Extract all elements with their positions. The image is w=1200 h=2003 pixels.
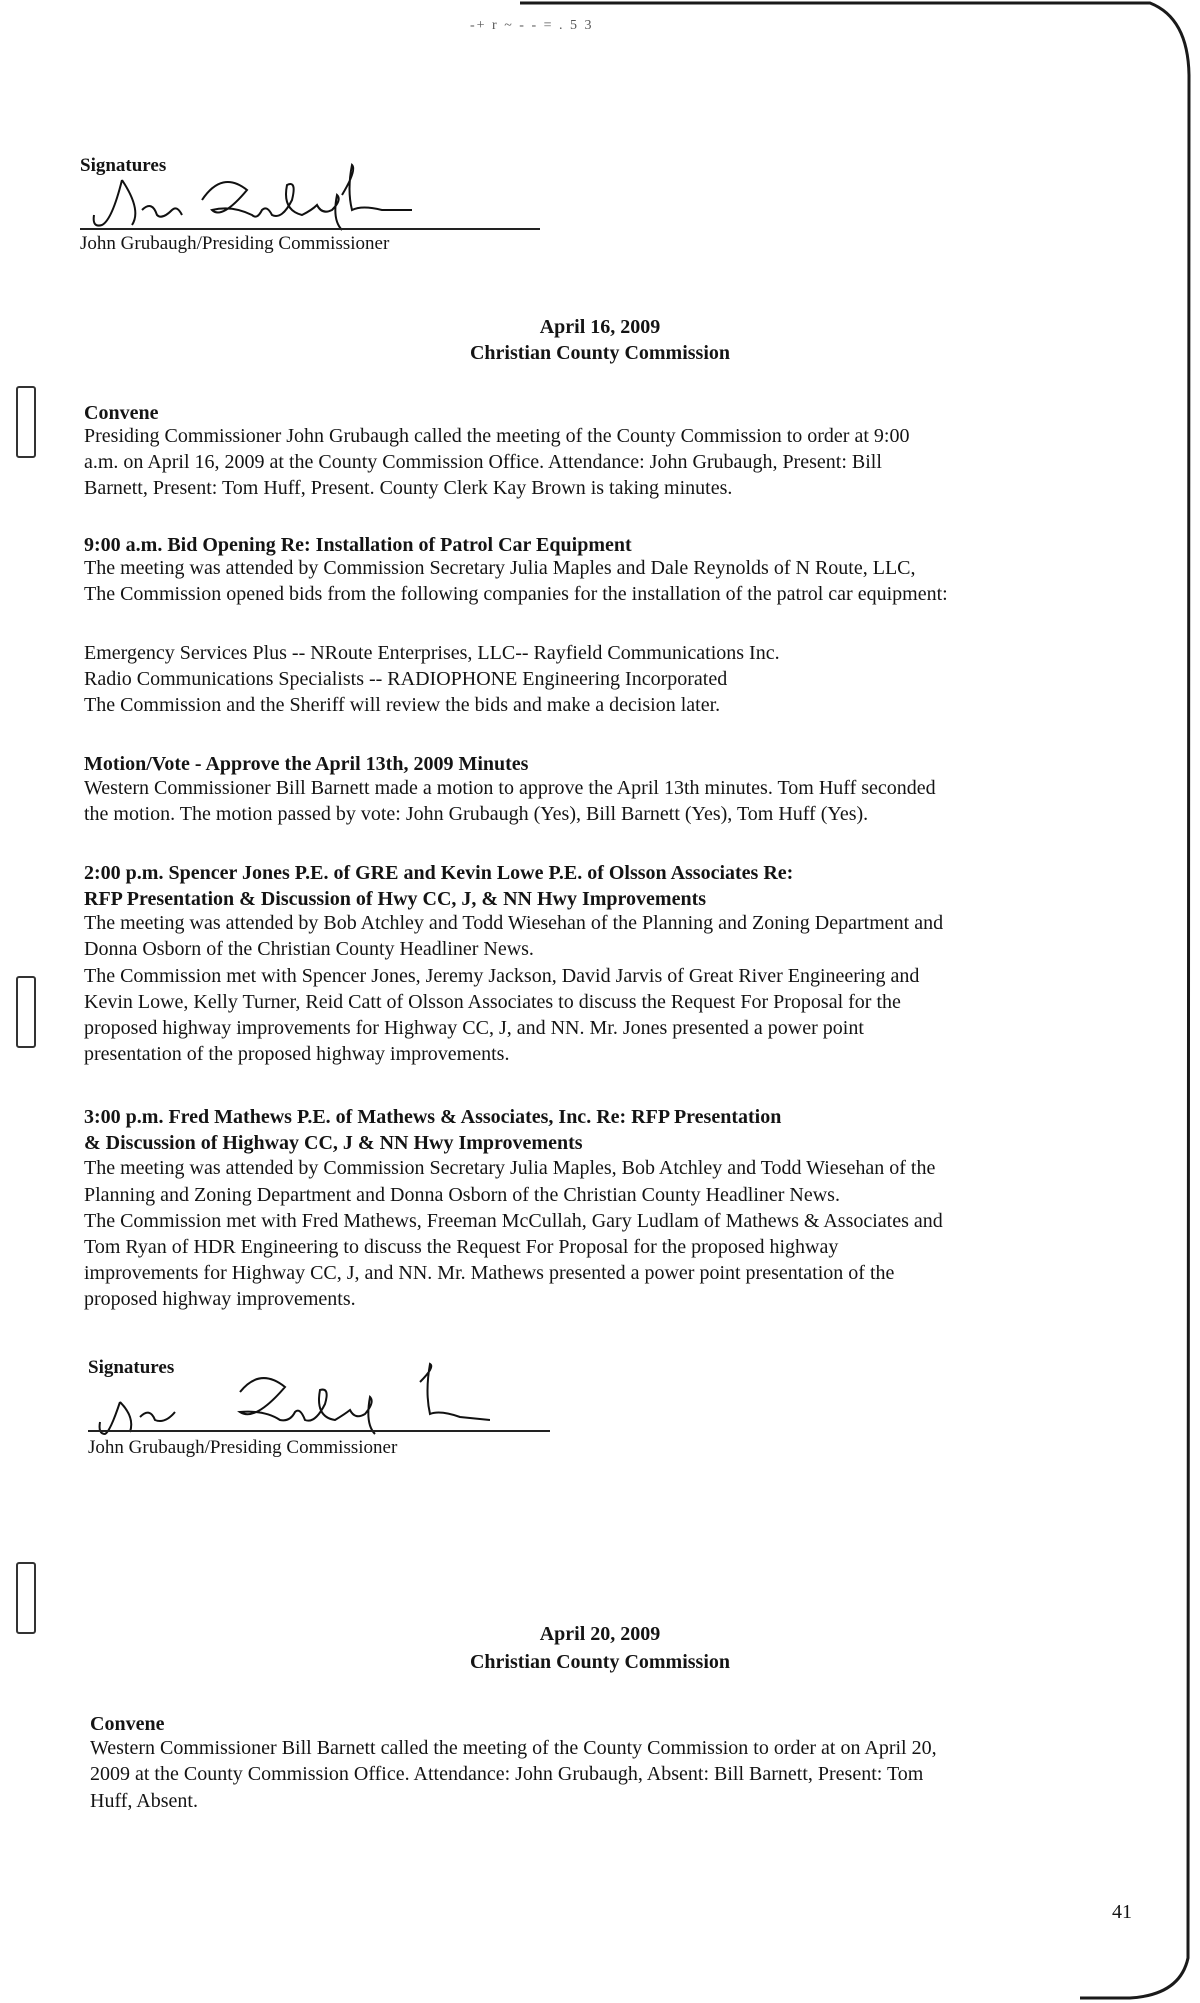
punch-hole-2 [16, 976, 36, 1048]
section-line: The Commission met with Spencer Jones, Jeremy Jackson, David Jarvis of Great River Engineering and [84, 965, 920, 987]
section-line: Western Commissioner Bill Barnett made a motion to approve the April 13th minutes. Tom Huff seconded [84, 777, 936, 799]
signer-name: John Grubaugh/Presiding Commissioner [88, 1437, 398, 1458]
signatures-heading: Signatures [80, 155, 167, 176]
section-heading: RFP Presentation & Discussion of Hwy CC, J, & NN Hwy Improvements [84, 888, 707, 910]
signatures-heading: Signatures [88, 1357, 175, 1378]
section-line: The Commission opened bids from the following companies for the installation of the patrol car equipment: [84, 583, 948, 605]
section-heading: Convene [90, 1713, 165, 1735]
meeting-body: Christian County Commission [469, 1651, 731, 1673]
section-line: Donna Osborn of the Christian County Headliner News. [84, 938, 534, 960]
section-heading: Convene [84, 402, 159, 424]
section-line: 2009 at the County Commission Office. Attendance: John Grubaugh, Absent: Bill Barnett, Present: Tom [90, 1763, 924, 1785]
punch-hole-1 [16, 386, 36, 458]
section-line: proposed highway improvements. [84, 1288, 356, 1310]
signature-line [88, 1430, 550, 1432]
signature-line [80, 228, 540, 230]
meeting-date: April 16, 2009 [539, 316, 661, 338]
section-heading: Motion/Vote - Approve the April 13th, 2009 Minutes [84, 753, 529, 775]
section-line: Presiding Commissioner John Grubaugh called the meeting of the County Commission to order at 9:00 [84, 425, 910, 447]
section-heading: 9:00 a.m. Bid Opening Re: Installation of Patrol Car Equipment [84, 534, 632, 556]
section-line: proposed highway improvements for Highway CC, J, and NN. Mr. Jones presented a power point [84, 1017, 864, 1039]
section-line: The meeting was attended by Bob Atchley and Todd Wiesehan of the Planning and Zoning Department and [84, 912, 944, 934]
section-line: Barnett, Present: Tom Huff, Present. County Clerk Kay Brown is taking minutes. [84, 477, 733, 499]
section-heading: & Discussion of Highway CC, J & NN Hwy Improvements [84, 1132, 583, 1154]
meeting-date: April 20, 2009 [539, 1623, 661, 1645]
meeting-body: Christian County Commission [469, 342, 731, 364]
section-heading: 3:00 p.m. Fred Mathews P.E. of Mathews & Associates, Inc. Re: RFP Presentation [84, 1106, 782, 1128]
section-line: Planning and Zoning Department and Donna Osborn of the Christian County Headliner News. [84, 1184, 840, 1206]
page-number: 41 [1112, 1901, 1132, 1923]
section-line: Western Commissioner Bill Barnett called the meeting of the County Commission to order at on April 20, [90, 1737, 937, 1759]
section-line: a.m. on April 16, 2009 at the County Commission Office. Attendance: John Grubaugh, Present: Bill [84, 451, 882, 473]
section-line: The meeting was attended by Commission Secretary Julia Maples and Dale Reynolds of N Route, LLC, [84, 557, 916, 579]
section-line: presentation of the proposed highway improvements. [84, 1043, 510, 1065]
section-line: Huff, Absent. [90, 1790, 198, 1812]
section-line: Radio Communications Specialists -- RADIOPHONE Engineering Incorporated [84, 668, 728, 690]
section-line: Tom Ryan of HDR Engineering to discuss the Request For Proposal for the proposed highway [84, 1236, 839, 1258]
section-line: Emergency Services Plus -- NRoute Enterprises, LLC-- Rayfield Communications Inc. [84, 642, 780, 664]
section-line: improvements for Highway CC, J, and NN. Mr. Mathews presented a power point presentation of the [84, 1262, 895, 1284]
section-line: the motion. The motion passed by vote: John Grubaugh (Yes), Bill Barnett (Yes), Tom Huff (Yes). [84, 803, 869, 825]
section-line: The Commission and the Sheriff will review the bids and make a decision later. [84, 694, 721, 716]
section-line: The Commission met with Fred Mathews, Freeman McCullah, Gary Ludlam of Mathews & Associates and [84, 1210, 943, 1232]
section-line: Kevin Lowe, Kelly Turner, Reid Catt of Olsson Associates to discuss the Request For Proposal for the [84, 991, 901, 1013]
section-heading: 2:00 p.m. Spencer Jones P.E. of GRE and Kevin Lowe P.E. of Olsson Associates Re: [84, 862, 794, 884]
header-marks: -+ r ~ - - = . 5 3 [470, 18, 594, 33]
section-line: The meeting was attended by Commission Secretary Julia Maples, Bob Atchley and Todd Wiesehan of the [84, 1157, 936, 1179]
signer-name: John Grubaugh/Presiding Commissioner [80, 233, 390, 254]
